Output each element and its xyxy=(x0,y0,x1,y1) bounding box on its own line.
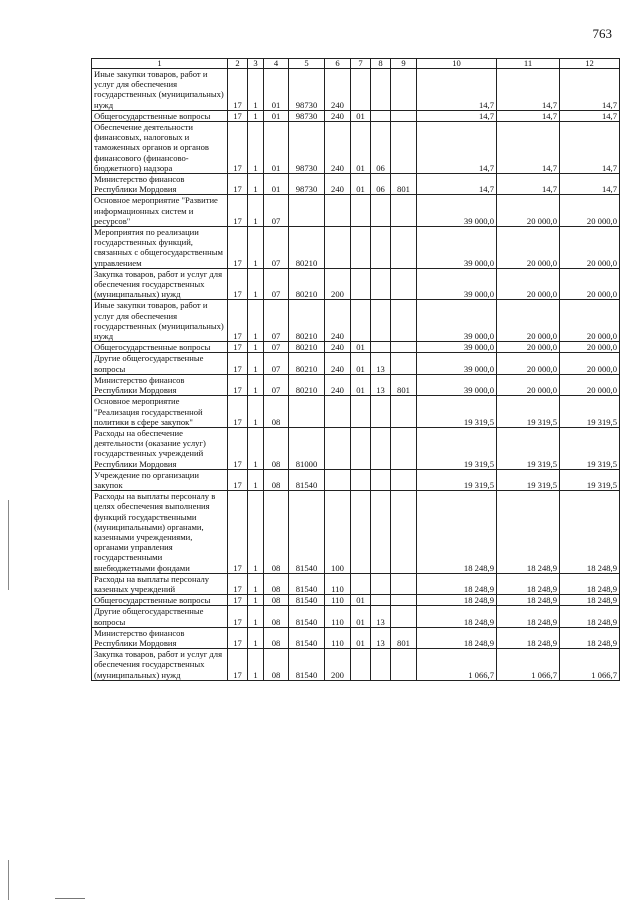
code-subprogram: 08 xyxy=(264,573,289,594)
row-name: Учреждение по организации закупок xyxy=(92,469,228,490)
code-program: 1 xyxy=(248,469,264,490)
amount-year-3: 19 319,5 xyxy=(560,427,620,469)
code-ministry xyxy=(391,110,417,121)
code-program: 1 xyxy=(248,649,264,681)
code-admin: 17 xyxy=(228,627,248,648)
row-name: Иные закупки товаров, работ и услуг для обеспечения государственных (муниципальных) нужд xyxy=(92,300,228,342)
code-target: 81540 xyxy=(289,606,325,627)
amount-year-3: 14,7 xyxy=(560,122,620,174)
code-subsection: 06 xyxy=(371,174,391,195)
amount-year-2: 20 000,0 xyxy=(497,268,560,300)
row-name: Мероприятия по реализации государственных функций, связанных с общегосударственным управлением xyxy=(92,227,228,269)
amount-year-1: 1 066,7 xyxy=(417,649,497,681)
code-subprogram: 07 xyxy=(264,353,289,374)
code-expense-type: 240 xyxy=(325,110,351,121)
amount-year-1: 14,7 xyxy=(417,174,497,195)
code-program: 1 xyxy=(248,268,264,300)
code-subprogram: 08 xyxy=(264,469,289,490)
code-subsection xyxy=(371,342,391,353)
column-header: 10 xyxy=(417,59,497,69)
table-row xyxy=(92,469,620,490)
table-row xyxy=(92,174,620,195)
amount-year-2: 1 066,7 xyxy=(497,649,560,681)
code-subsection xyxy=(371,491,391,574)
amount-year-3: 20 000,0 xyxy=(560,227,620,269)
code-subprogram: 08 xyxy=(264,595,289,606)
code-ministry: 801 xyxy=(391,174,417,195)
amount-year-3: 20 000,0 xyxy=(560,353,620,374)
table-row xyxy=(92,227,620,269)
code-admin: 17 xyxy=(228,649,248,681)
code-section xyxy=(351,649,371,681)
code-expense-type xyxy=(325,227,351,269)
code-target: 81540 xyxy=(289,573,325,594)
code-ministry xyxy=(391,396,417,428)
amount-year-1: 39 000,0 xyxy=(417,268,497,300)
code-subsection xyxy=(371,300,391,342)
code-expense-type: 200 xyxy=(325,268,351,300)
code-subsection xyxy=(371,227,391,269)
table-row xyxy=(92,573,620,594)
code-admin: 17 xyxy=(228,606,248,627)
code-program: 1 xyxy=(248,342,264,353)
code-subsection xyxy=(371,573,391,594)
budget-table xyxy=(91,58,620,681)
amount-year-3: 20 000,0 xyxy=(560,268,620,300)
code-expense-type: 240 xyxy=(325,122,351,174)
row-name: Общегосударственные вопросы xyxy=(92,595,228,606)
code-expense-type: 110 xyxy=(325,606,351,627)
amount-year-3: 18 248,9 xyxy=(560,627,620,648)
code-program: 1 xyxy=(248,110,264,121)
code-subsection: 13 xyxy=(371,353,391,374)
code-section: 01 xyxy=(351,342,371,353)
table-row xyxy=(92,268,620,300)
code-expense-type: 240 xyxy=(325,300,351,342)
code-ministry xyxy=(391,227,417,269)
code-section xyxy=(351,469,371,490)
code-ministry xyxy=(391,195,417,227)
code-section: 01 xyxy=(351,122,371,174)
code-subsection xyxy=(371,396,391,428)
amount-year-2: 18 248,9 xyxy=(497,627,560,648)
amount-year-2: 18 248,9 xyxy=(497,491,560,574)
code-ministry xyxy=(391,69,417,111)
amount-year-3: 18 248,9 xyxy=(560,491,620,574)
amount-year-3: 20 000,0 xyxy=(560,195,620,227)
row-name: Обеспечение деятельности финансовых, налоговых и таможенных органов и органов финансового (финансово-бюджетного) надзора xyxy=(92,122,228,174)
code-subsection xyxy=(371,649,391,681)
code-target: 80210 xyxy=(289,342,325,353)
code-subprogram: 07 xyxy=(264,374,289,395)
code-target: 98730 xyxy=(289,110,325,121)
code-target: 80210 xyxy=(289,227,325,269)
code-ministry xyxy=(391,427,417,469)
amount-year-3: 20 000,0 xyxy=(560,300,620,342)
column-header: 2 xyxy=(228,59,248,69)
code-program: 1 xyxy=(248,374,264,395)
code-admin: 17 xyxy=(228,174,248,195)
code-subprogram: 08 xyxy=(264,427,289,469)
code-subprogram: 07 xyxy=(264,342,289,353)
code-section xyxy=(351,427,371,469)
code-section xyxy=(351,491,371,574)
code-expense-type: 110 xyxy=(325,627,351,648)
code-target: 81540 xyxy=(289,649,325,681)
code-program: 1 xyxy=(248,396,264,428)
code-ministry xyxy=(391,573,417,594)
column-header: 12 xyxy=(560,59,620,69)
table-body xyxy=(92,69,620,681)
row-name: Общегосударственные вопросы xyxy=(92,342,228,353)
code-ministry xyxy=(391,353,417,374)
code-ministry xyxy=(391,469,417,490)
code-subprogram: 08 xyxy=(264,627,289,648)
code-subsection xyxy=(371,469,391,490)
amount-year-2: 20 000,0 xyxy=(497,342,560,353)
row-name: Расходы на выплаты персоналу в целях обеспечения выполнения функций государственными (муниципальными) органами, казенными учреждениями, органами управления государственными внебюджетными фондами xyxy=(92,491,228,574)
code-admin: 17 xyxy=(228,300,248,342)
amount-year-1: 39 000,0 xyxy=(417,227,497,269)
code-subprogram: 01 xyxy=(264,174,289,195)
code-ministry: 801 xyxy=(391,627,417,648)
code-section: 01 xyxy=(351,353,371,374)
code-admin: 17 xyxy=(228,573,248,594)
code-program: 1 xyxy=(248,300,264,342)
amount-year-2: 14,7 xyxy=(497,174,560,195)
amount-year-1: 39 000,0 xyxy=(417,342,497,353)
amount-year-3: 18 248,9 xyxy=(560,606,620,627)
amount-year-2: 18 248,9 xyxy=(497,595,560,606)
table-row xyxy=(92,195,620,227)
code-admin: 17 xyxy=(228,268,248,300)
code-ministry xyxy=(391,649,417,681)
code-expense-type: 110 xyxy=(325,573,351,594)
row-name: Расходы на выплаты персоналу казенных учреждений xyxy=(92,573,228,594)
code-expense-type: 200 xyxy=(325,649,351,681)
code-section xyxy=(351,396,371,428)
amount-year-2: 19 319,5 xyxy=(497,469,560,490)
amount-year-2: 19 319,5 xyxy=(497,396,560,428)
amount-year-2: 18 248,9 xyxy=(497,606,560,627)
code-expense-type xyxy=(325,427,351,469)
code-subsection xyxy=(371,268,391,300)
amount-year-3: 1 066,7 xyxy=(560,649,620,681)
table-row xyxy=(92,396,620,428)
code-admin: 17 xyxy=(228,491,248,574)
code-program: 1 xyxy=(248,195,264,227)
table-row xyxy=(92,649,620,681)
code-target xyxy=(289,396,325,428)
amount-year-3: 14,7 xyxy=(560,174,620,195)
column-header: 8 xyxy=(371,59,391,69)
code-section: 01 xyxy=(351,627,371,648)
code-admin: 17 xyxy=(228,427,248,469)
code-expense-type: 240 xyxy=(325,174,351,195)
code-section xyxy=(351,300,371,342)
column-header: 7 xyxy=(351,59,371,69)
code-subsection xyxy=(371,110,391,121)
table-row xyxy=(92,606,620,627)
code-subsection: 13 xyxy=(371,374,391,395)
row-name: Министерство финансов Республики Мордовия xyxy=(92,374,228,395)
table-row xyxy=(92,300,620,342)
code-expense-type: 240 xyxy=(325,69,351,111)
code-ministry xyxy=(391,342,417,353)
code-target xyxy=(289,195,325,227)
amount-year-3: 19 319,5 xyxy=(560,396,620,428)
code-ministry xyxy=(391,122,417,174)
code-subprogram: 07 xyxy=(264,268,289,300)
row-name: Основное мероприятие "Развитие информационных систем и ресурсов" xyxy=(92,195,228,227)
code-target: 80210 xyxy=(289,353,325,374)
table-row xyxy=(92,110,620,121)
row-name: Иные закупки товаров, работ и услуг для обеспечения государственных (муниципальных) нужд xyxy=(92,69,228,111)
amount-year-1: 18 248,9 xyxy=(417,627,497,648)
code-program: 1 xyxy=(248,122,264,174)
code-subsection xyxy=(371,69,391,111)
table-row xyxy=(92,122,620,174)
row-name: Общегосударственные вопросы xyxy=(92,110,228,121)
code-subsection xyxy=(371,427,391,469)
code-program: 1 xyxy=(248,627,264,648)
amount-year-1: 18 248,9 xyxy=(417,573,497,594)
code-section: 01 xyxy=(351,174,371,195)
row-name: Министерство финансов Республики Мордовия xyxy=(92,627,228,648)
column-header: 5 xyxy=(289,59,325,69)
code-admin: 17 xyxy=(228,227,248,269)
code-subprogram: 01 xyxy=(264,69,289,111)
amount-year-2: 18 248,9 xyxy=(497,573,560,594)
amount-year-3: 14,7 xyxy=(560,110,620,121)
row-name: Министерство финансов Республики Мордовия xyxy=(92,174,228,195)
code-subprogram: 08 xyxy=(264,649,289,681)
row-name: Другие общегосударственные вопросы xyxy=(92,353,228,374)
table-row xyxy=(92,353,620,374)
amount-year-1: 39 000,0 xyxy=(417,374,497,395)
code-subsection xyxy=(371,595,391,606)
row-name: Закупка товаров, работ и услуг для обеспечения государственных (муниципальных) нужд xyxy=(92,649,228,681)
code-subprogram: 08 xyxy=(264,606,289,627)
code-ministry: 801 xyxy=(391,374,417,395)
code-ministry xyxy=(391,606,417,627)
code-subprogram: 07 xyxy=(264,300,289,342)
table-row xyxy=(92,342,620,353)
table-row xyxy=(92,595,620,606)
code-subsection: 13 xyxy=(371,627,391,648)
amount-year-2: 14,7 xyxy=(497,122,560,174)
amount-year-3: 20 000,0 xyxy=(560,374,620,395)
code-program: 1 xyxy=(248,427,264,469)
code-program: 1 xyxy=(248,353,264,374)
code-program: 1 xyxy=(248,69,264,111)
table-row xyxy=(92,69,620,111)
scan-margin-line xyxy=(8,860,9,900)
page-number: 763 xyxy=(592,26,612,41)
code-expense-type: 240 xyxy=(325,374,351,395)
amount-year-1: 18 248,9 xyxy=(417,595,497,606)
column-header: 11 xyxy=(497,59,560,69)
code-admin: 17 xyxy=(228,122,248,174)
row-name: Расходы на обеспечение деятельности (оказание услуг) государственных учреждений Республики Мордовия xyxy=(92,427,228,469)
code-section xyxy=(351,227,371,269)
amount-year-3: 14,7 xyxy=(560,69,620,111)
column-header: 4 xyxy=(264,59,289,69)
amount-year-2: 20 000,0 xyxy=(497,374,560,395)
amount-year-1: 19 319,5 xyxy=(417,396,497,428)
code-subprogram: 08 xyxy=(264,396,289,428)
code-expense-type xyxy=(325,195,351,227)
code-expense-type: 240 xyxy=(325,353,351,374)
code-target: 80210 xyxy=(289,300,325,342)
code-target: 81540 xyxy=(289,627,325,648)
amount-year-1: 14,7 xyxy=(417,122,497,174)
amount-year-1: 14,7 xyxy=(417,69,497,111)
code-subprogram: 01 xyxy=(264,122,289,174)
amount-year-2: 20 000,0 xyxy=(497,227,560,269)
code-section xyxy=(351,69,371,111)
code-ministry xyxy=(391,491,417,574)
code-admin: 17 xyxy=(228,69,248,111)
code-target: 80210 xyxy=(289,268,325,300)
code-subprogram: 07 xyxy=(264,227,289,269)
amount-year-2: 14,7 xyxy=(497,110,560,121)
code-target: 81540 xyxy=(289,491,325,574)
code-section: 01 xyxy=(351,606,371,627)
table-row xyxy=(92,627,620,648)
code-section: 01 xyxy=(351,595,371,606)
code-subsection xyxy=(371,195,391,227)
code-admin: 17 xyxy=(228,469,248,490)
amount-year-2: 20 000,0 xyxy=(497,300,560,342)
scan-bottom-line xyxy=(55,898,85,899)
code-target: 98730 xyxy=(289,69,325,111)
code-admin: 17 xyxy=(228,374,248,395)
code-section xyxy=(351,195,371,227)
code-expense-type: 100 xyxy=(325,491,351,574)
amount-year-1: 18 248,9 xyxy=(417,606,497,627)
code-section: 01 xyxy=(351,374,371,395)
code-target: 81540 xyxy=(289,469,325,490)
code-program: 1 xyxy=(248,227,264,269)
column-header: 3 xyxy=(248,59,264,69)
amount-year-1: 39 000,0 xyxy=(417,353,497,374)
amount-year-3: 19 319,5 xyxy=(560,469,620,490)
amount-year-1: 19 319,5 xyxy=(417,469,497,490)
column-number-header xyxy=(92,59,620,69)
code-program: 1 xyxy=(248,573,264,594)
code-ministry xyxy=(391,595,417,606)
code-program: 1 xyxy=(248,491,264,574)
row-name: Закупка товаров, работ и услуг для обеспечения государственных (муниципальных) нужд xyxy=(92,268,228,300)
row-name: Другие общегосударственные вопросы xyxy=(92,606,228,627)
code-program: 1 xyxy=(248,595,264,606)
code-admin: 17 xyxy=(228,396,248,428)
amount-year-2: 19 319,5 xyxy=(497,427,560,469)
amount-year-1: 14,7 xyxy=(417,110,497,121)
table-row xyxy=(92,427,620,469)
code-expense-type xyxy=(325,396,351,428)
amount-year-3: 18 248,9 xyxy=(560,595,620,606)
code-ministry xyxy=(391,268,417,300)
code-subsection: 13 xyxy=(371,606,391,627)
amount-year-2: 20 000,0 xyxy=(497,353,560,374)
column-header: 6 xyxy=(325,59,351,69)
code-admin: 17 xyxy=(228,353,248,374)
code-expense-type: 240 xyxy=(325,342,351,353)
code-admin: 17 xyxy=(228,195,248,227)
row-name: Основное мероприятие "Реализация государственной политики в сфере закупок" xyxy=(92,396,228,428)
table-row xyxy=(92,491,620,574)
code-program: 1 xyxy=(248,174,264,195)
amount-year-2: 14,7 xyxy=(497,69,560,111)
table-row xyxy=(92,374,620,395)
code-expense-type xyxy=(325,469,351,490)
amount-year-1: 18 248,9 xyxy=(417,491,497,574)
code-section: 01 xyxy=(351,110,371,121)
code-target: 98730 xyxy=(289,174,325,195)
amount-year-2: 20 000,0 xyxy=(497,195,560,227)
code-section xyxy=(351,268,371,300)
code-target: 81540 xyxy=(289,595,325,606)
code-program: 1 xyxy=(248,606,264,627)
code-target: 81000 xyxy=(289,427,325,469)
column-header: 1 xyxy=(92,59,228,69)
code-subprogram: 07 xyxy=(264,195,289,227)
code-target: 80210 xyxy=(289,374,325,395)
code-expense-type: 110 xyxy=(325,595,351,606)
code-subsection: 06 xyxy=(371,122,391,174)
code-subprogram: 01 xyxy=(264,110,289,121)
code-section xyxy=(351,573,371,594)
code-admin: 17 xyxy=(228,595,248,606)
scan-margin-line xyxy=(8,500,9,590)
amount-year-3: 18 248,9 xyxy=(560,573,620,594)
code-admin: 17 xyxy=(228,110,248,121)
code-admin: 17 xyxy=(228,342,248,353)
column-header: 9 xyxy=(391,59,417,69)
amount-year-3: 20 000,0 xyxy=(560,342,620,353)
amount-year-1: 39 000,0 xyxy=(417,300,497,342)
code-ministry xyxy=(391,300,417,342)
code-subprogram: 08 xyxy=(264,491,289,574)
amount-year-1: 39 000,0 xyxy=(417,195,497,227)
code-target: 98730 xyxy=(289,122,325,174)
amount-year-1: 19 319,5 xyxy=(417,427,497,469)
